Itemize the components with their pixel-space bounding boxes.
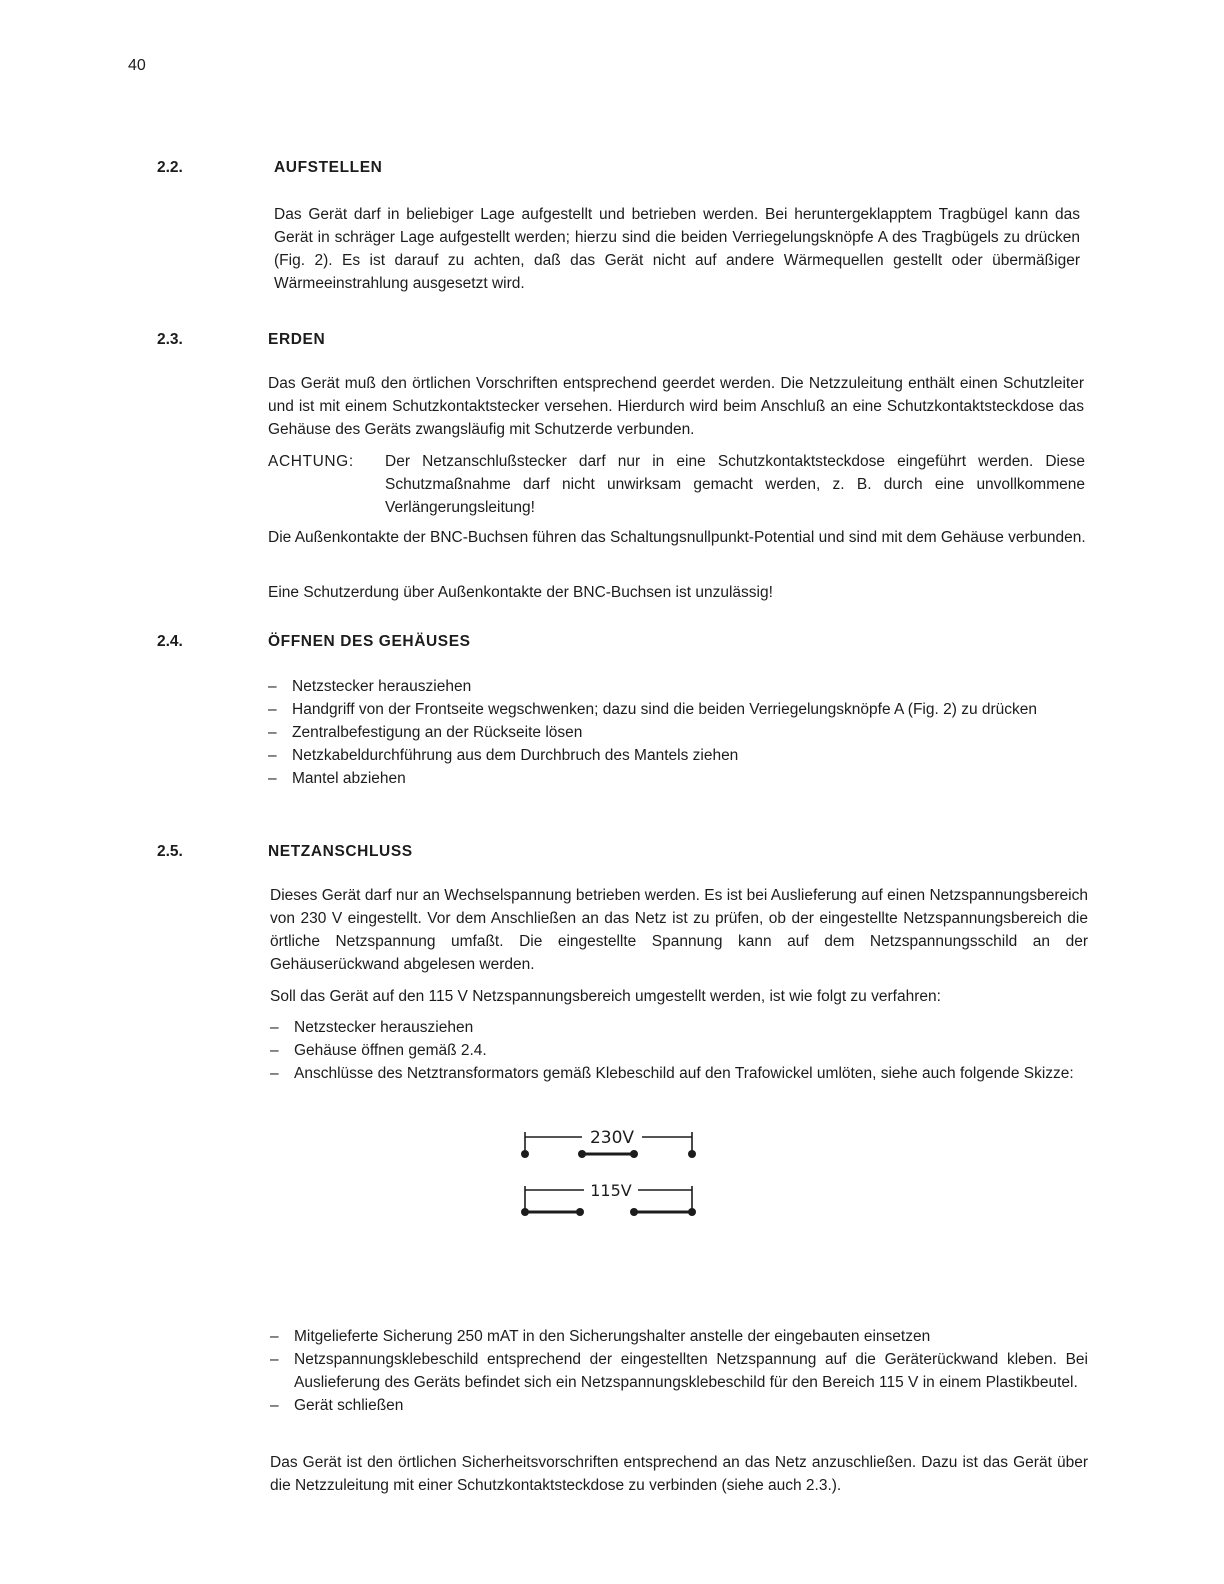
list-item: – Zentralbefestigung an der Rückseite lösen: [268, 721, 1090, 744]
section-2-4-steps: [268, 675, 1090, 790]
page-number: 40: [128, 57, 146, 74]
list-item: – Anschlüsse des Netztransformators gemäß Klebeschild auf den Trafowickel umlöten, siehe auch folgende Skizze:: [270, 1062, 1088, 1085]
section-2-5-title: NETZANSCHLUSS: [268, 843, 413, 860]
list-item: – Netzstecker herausziehen: [270, 1016, 1088, 1039]
warning-block: [268, 450, 1086, 522]
section-2-3-intro: [268, 372, 1084, 441]
section-2-4-number: 2.4.: [157, 633, 183, 650]
section-2-4-title: ÖFFNEN DES GEHÄUSES: [268, 633, 471, 650]
section-2-5-steps-before: [270, 1016, 1088, 1085]
warning-label: ACHTUNG:: [268, 453, 354, 470]
section-2-2-number: 2.2.: [157, 159, 183, 176]
section-2-3-note: [268, 581, 1086, 604]
section-2-5-closing: [270, 1451, 1088, 1497]
list-item: – Netzspannungsklebeschild entsprechend der eingestellten Netzspannung auf die Geräterückwand kleben. Bei Auslieferung des Geräts befindet sich ein Netzspannungsklebeschild für den Bereich 115 V in einem Plastikbeutel.: [270, 1348, 1088, 1394]
section-2-3-number: 2.3.: [157, 331, 183, 348]
section-2-5-procedure: [270, 985, 1088, 1008]
paragraph: Dieses Gerät darf nur an Wechselspannung betrieben werden. Es ist bei Auslieferung auf einen Netzspannungsbereich von 230 V eingestellt. Vor dem Anschließen an das Netz ist zu prüfen, ob der eingestellte Netzspannungsbereich die örtliche Netzspannung umfaßt. Die eingestellte Spannung kann auf dem Netzspannungsschild an der Gehäuserückwand abgelesen werden.: [270, 887, 1088, 973]
section-2-3-title: ERDEN: [268, 331, 326, 348]
paragraph: Das Gerät ist den örtlichen Sicherheitsvorschriften entsprechend an das Netz anzuschließen. Dazu ist das Gerät über die Netzzuleitung mit einer Schutzkontaktsteckdose zu verbinden (siehe auch 2.3.).: [270, 1454, 1088, 1494]
list-item: – Gehäuse öffnen gemäß 2.4.: [270, 1039, 1088, 1062]
list-item: – Gerät schließen: [270, 1394, 1088, 1417]
warning-text: Der Netzanschlußstecker darf nur in eine Schutzkontaktsteckdose eingeführt werden. Diese Schutzmaßnahme darf nicht unwirksam gemacht werden, z. B. durch eine unvollkommene Verlängerungsleitung!: [385, 453, 1085, 516]
paragraph: Soll das Gerät auf den 115 V Netzspannungsbereich umgestellt werden, ist wie folgt zu verfahren:: [270, 988, 941, 1005]
transformer-wiring-diagram: [518, 1124, 704, 1224]
section-2-2-title: AUFSTELLEN: [274, 159, 383, 176]
section-2-3-bnc: [268, 526, 1086, 549]
list-item: – Mantel abziehen: [268, 767, 1090, 790]
paragraph: Das Gerät muß den örtlichen Vorschriften entsprechend geerdet werden. Die Netzzuleitung enthält einen Schutzleiter und ist mit einem Schutzkontaktstecker versehen. Hierdurch wird beim Anschluß an eine Schutzkontaktsteckdose das Gehäuse des Geräts zwangsläufig mit Schutzerde verbunden.: [268, 375, 1084, 438]
list-item: – Netzkabeldurchführung aus dem Durchbruch des Mantels ziehen: [268, 744, 1090, 767]
paragraph: Eine Schutzerdung über Außenkontakte der BNC-Buchsen ist unzulässig!: [268, 584, 773, 601]
paragraph: Die Außenkontakte der BNC-Buchsen führen das Schaltungsnullpunkt-Potential und sind mit dem Gehäuse verbunden.: [268, 529, 1086, 546]
list-item: – Handgriff von der Frontseite wegschwenken; dazu sind die beiden Verriegelungsknöpfe A (Fig. 2) zu drücken: [268, 698, 1090, 721]
section-2-2-body: [274, 203, 1080, 295]
label-115v: 115V: [590, 1181, 632, 1200]
list-item: – Netzstecker herausziehen: [268, 675, 1090, 698]
section-2-5-number: 2.5.: [157, 843, 183, 860]
section-2-5-steps-after: [270, 1325, 1088, 1417]
list-item: – Mitgelieferte Sicherung 250 mAT in den Sicherungshalter anstelle der eingebauten einsetzen: [270, 1325, 1088, 1348]
label-230v: 230V: [589, 1128, 635, 1148]
paragraph: Das Gerät darf in beliebiger Lage aufgestellt und betrieben werden. Bei heruntergeklapptem Tragbügel kann das Gerät in schräger Lage aufgestellt werden; hierzu sind die beiden Verriegelungsknöpfe A des Tragbügels zu drücken (Fig. 2). Es ist darauf zu achten, daß das Gerät nicht auf andere Wärmequellen gestellt oder übermäßiger Wärmeeinstrahlung ausgesetzt wird.: [274, 206, 1080, 292]
section-2-5-intro: [270, 884, 1088, 976]
